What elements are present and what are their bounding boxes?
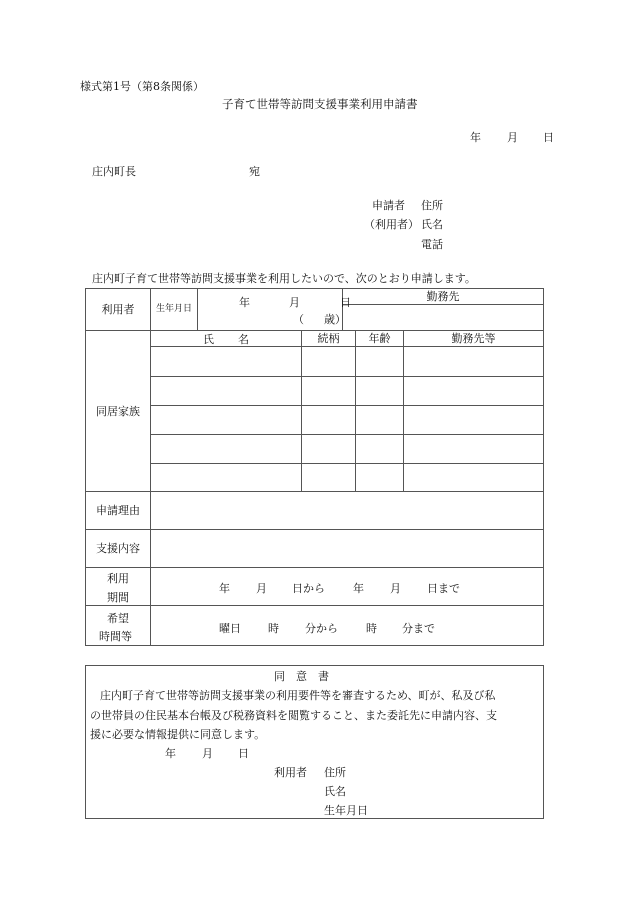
intro-text: 庄内町子育て世帯等訪問支援事業を利用したいので、次のとおり申請します。 xyxy=(92,272,476,285)
applicant-phone-label: 電話 xyxy=(421,238,443,251)
period-label-2: 期間 xyxy=(107,591,129,604)
user-label: 利用者 xyxy=(101,303,135,316)
period-to-year: 年 xyxy=(353,582,364,595)
header-date-year: 年 xyxy=(470,131,481,144)
time-to-minute: 分まで xyxy=(402,622,435,635)
applicant-address-label: 住所 xyxy=(421,199,443,212)
table-line xyxy=(150,288,151,645)
table-line xyxy=(150,376,543,377)
time-label-1: 希望 xyxy=(107,612,129,625)
time-label-2: 時間等 xyxy=(99,630,132,643)
table-line xyxy=(85,605,543,606)
header-date-month: 月 xyxy=(507,131,518,144)
household-header-workplace: 勤務先等 xyxy=(451,332,496,345)
user-dob-year: 年 xyxy=(239,296,250,309)
addressee: 庄内町長 xyxy=(92,165,136,178)
table-line xyxy=(197,288,198,330)
period-to-month: 月 xyxy=(390,582,401,595)
dob-label: 生年月日 xyxy=(155,304,192,314)
addressee-suffix: 宛 xyxy=(249,165,260,178)
applicant-name-label: 氏名 xyxy=(421,218,443,231)
consent-date-month: 月 xyxy=(202,747,213,760)
table-line xyxy=(403,330,404,491)
period-to-day: 日まで xyxy=(427,582,460,595)
consent-title: 同 意 書 xyxy=(274,670,329,683)
applicant-role: 申請者 xyxy=(372,199,405,212)
consent-user-role: 利用者 xyxy=(274,766,307,779)
period-from-year: 年 xyxy=(219,582,230,595)
workplace-label: 勤務先 xyxy=(426,290,460,303)
consent-dob-label: 生年月日 xyxy=(324,804,368,817)
reason-label: 申請理由 xyxy=(96,504,140,517)
table-line xyxy=(150,434,543,435)
household-header-name-a: 氏 xyxy=(203,333,214,346)
table-line xyxy=(355,330,356,491)
consent-name-label: 氏名 xyxy=(324,785,346,798)
period-from-day: 日から xyxy=(292,582,325,595)
period-from-month: 月 xyxy=(256,582,267,595)
consent-date-day: 日 xyxy=(238,747,249,760)
support-field[interactable] xyxy=(151,530,543,567)
household-header-name-b: 名 xyxy=(238,333,249,346)
user-workplace-value[interactable] xyxy=(343,305,543,330)
period-label-1: 利用 xyxy=(107,572,129,585)
support-label: 支援内容 xyxy=(96,542,140,555)
user-dob-day: 日 xyxy=(340,296,351,309)
table-line xyxy=(301,330,302,491)
household-header-relation: 続柄 xyxy=(317,332,340,345)
consent-body-line-3: 援に必要な情報提供に同意します。 xyxy=(90,728,266,741)
time-to-hour: 時 xyxy=(366,622,377,635)
table-line xyxy=(150,405,543,406)
table-line xyxy=(150,463,543,464)
table-line xyxy=(85,567,543,568)
table-border-bottom xyxy=(85,645,543,646)
household-label: 同居家族 xyxy=(96,404,140,418)
table-border-right xyxy=(543,288,544,646)
time-from-minute: 分から xyxy=(305,622,338,635)
household-header-age: 年齢 xyxy=(368,332,391,345)
user-age-open: （ xyxy=(293,313,304,326)
user-age-label: 歳） xyxy=(324,313,346,326)
consent-body-line-2: の世帯員の住民基本台帳及び税務資料を閲覧すること、また委託先に申請内容、支 xyxy=(90,709,497,722)
reason-field[interactable] xyxy=(151,492,543,529)
applicant-role-alt: （利用者） xyxy=(364,218,419,231)
time-weekday: 曜日 xyxy=(219,622,241,635)
time-from-hour: 時 xyxy=(268,622,279,635)
consent-address-label: 住所 xyxy=(324,766,346,779)
user-dob-month: 月 xyxy=(289,296,300,309)
header-date-day: 日 xyxy=(543,131,554,144)
form-title: 子育て世帯等訪問支援事業利用申請書 xyxy=(222,97,418,111)
consent-date-year: 年 xyxy=(165,747,176,760)
form-number: 様式第1号（第8条関係） xyxy=(80,80,204,93)
consent-body-line-1: 庄内町子育て世帯等訪問支援事業の利用要件等を審査するため、町が、私及び私 xyxy=(100,689,496,702)
